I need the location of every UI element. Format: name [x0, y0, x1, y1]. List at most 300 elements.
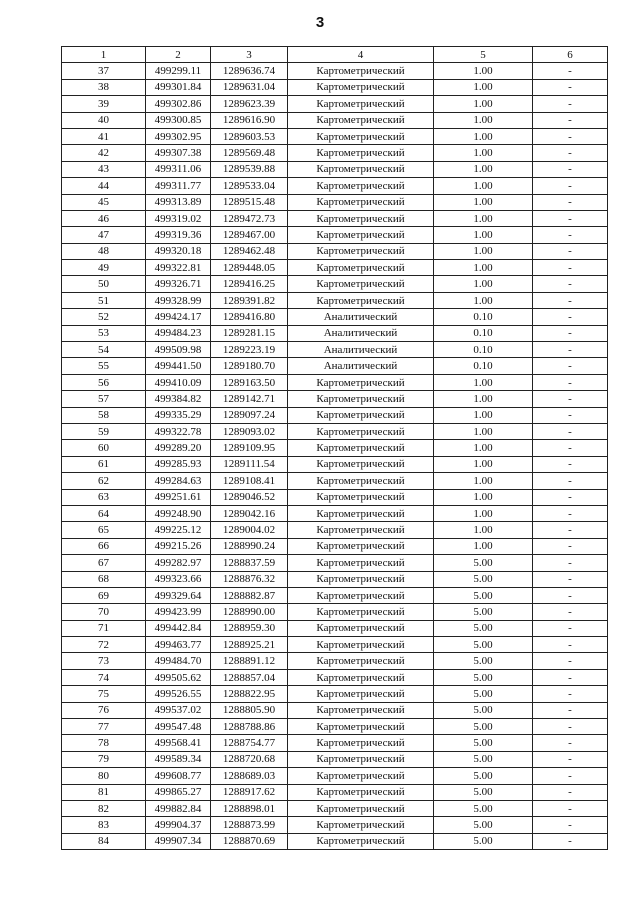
table-row	[62, 391, 608, 407]
method-cell: Картометрический	[288, 538, 434, 554]
x-coordinate-cell: 499282.97	[146, 555, 211, 571]
note-cell: -	[533, 522, 608, 538]
x-coordinate-cell: 499311.06	[146, 161, 211, 177]
y-coordinate-cell: 1289163.50	[211, 374, 288, 390]
column-header-6: 6	[533, 47, 608, 63]
table-row	[62, 194, 608, 210]
method-cell: Картометрический	[288, 653, 434, 669]
point-number-cell: 53	[62, 325, 146, 341]
accuracy-cell: 5.00	[434, 653, 533, 669]
note-cell: -	[533, 653, 608, 669]
table-row	[62, 817, 608, 833]
table-row	[62, 292, 608, 308]
method-cell: Картометрический	[288, 440, 434, 456]
method-cell: Картометрический	[288, 276, 434, 292]
accuracy-cell: 5.00	[434, 833, 533, 849]
point-number-cell: 38	[62, 79, 146, 95]
table-row	[62, 79, 608, 95]
accuracy-cell: 5.00	[434, 555, 533, 571]
note-cell: -	[533, 161, 608, 177]
table-row	[62, 604, 608, 620]
point-number-cell: 59	[62, 423, 146, 439]
point-number-cell: 66	[62, 538, 146, 554]
note-cell: -	[533, 620, 608, 636]
point-number-cell: 64	[62, 505, 146, 521]
accuracy-cell: 5.00	[434, 637, 533, 653]
y-coordinate-cell: 1289416.25	[211, 276, 288, 292]
x-coordinate-cell: 499323.66	[146, 571, 211, 587]
x-coordinate-cell: 499568.41	[146, 735, 211, 751]
method-cell: Картометрический	[288, 391, 434, 407]
method-cell: Картометрический	[288, 833, 434, 849]
method-cell: Картометрический	[288, 604, 434, 620]
accuracy-cell: 1.00	[434, 538, 533, 554]
note-cell: -	[533, 473, 608, 489]
point-number-cell: 51	[62, 292, 146, 308]
accuracy-cell: 5.00	[434, 669, 533, 685]
table-row	[62, 473, 608, 489]
point-number-cell: 65	[62, 522, 146, 538]
note-cell: -	[533, 833, 608, 849]
note-cell: -	[533, 604, 608, 620]
accuracy-cell: 1.00	[434, 440, 533, 456]
y-coordinate-cell: 1289391.82	[211, 292, 288, 308]
method-cell: Аналитический	[288, 309, 434, 325]
column-header-1: 1	[62, 47, 146, 63]
method-cell: Картометрический	[288, 489, 434, 505]
accuracy-cell: 1.00	[434, 489, 533, 505]
x-coordinate-cell: 499301.84	[146, 79, 211, 95]
note-cell: -	[533, 489, 608, 505]
point-number-cell: 60	[62, 440, 146, 456]
table-row	[62, 653, 608, 669]
y-coordinate-cell: 1288876.32	[211, 571, 288, 587]
point-number-cell: 75	[62, 686, 146, 702]
y-coordinate-cell: 1289533.04	[211, 178, 288, 194]
table-row	[62, 784, 608, 800]
note-cell: -	[533, 96, 608, 112]
y-coordinate-cell: 1288754.77	[211, 735, 288, 751]
y-coordinate-cell: 1289539.88	[211, 161, 288, 177]
method-cell: Картометрический	[288, 784, 434, 800]
accuracy-cell: 1.00	[434, 145, 533, 161]
method-cell: Картометрический	[288, 751, 434, 767]
note-cell: -	[533, 309, 608, 325]
y-coordinate-cell: 1288891.12	[211, 653, 288, 669]
note-cell: -	[533, 210, 608, 226]
accuracy-cell: 1.00	[434, 63, 533, 79]
note-cell: -	[533, 768, 608, 784]
x-coordinate-cell: 499307.38	[146, 145, 211, 161]
point-number-cell: 41	[62, 128, 146, 144]
y-coordinate-cell: 1289472.73	[211, 210, 288, 226]
point-number-cell: 63	[62, 489, 146, 505]
table-row	[62, 210, 608, 226]
x-coordinate-cell: 499463.77	[146, 637, 211, 653]
method-cell: Картометрический	[288, 768, 434, 784]
y-coordinate-cell: 1288805.90	[211, 702, 288, 718]
table-row	[62, 489, 608, 505]
method-cell: Картометрический	[288, 407, 434, 423]
y-coordinate-cell: 1289093.02	[211, 423, 288, 439]
note-cell: -	[533, 194, 608, 210]
x-coordinate-cell: 499300.85	[146, 112, 211, 128]
note-cell: -	[533, 112, 608, 128]
method-cell: Аналитический	[288, 342, 434, 358]
method-cell: Картометрический	[288, 522, 434, 538]
y-coordinate-cell: 1289097.24	[211, 407, 288, 423]
table-row	[62, 96, 608, 112]
table-row	[62, 702, 608, 718]
accuracy-cell: 1.00	[434, 456, 533, 472]
point-number-cell: 69	[62, 587, 146, 603]
y-coordinate-cell: 1288925.21	[211, 637, 288, 653]
point-number-cell: 50	[62, 276, 146, 292]
point-number-cell: 71	[62, 620, 146, 636]
point-number-cell: 78	[62, 735, 146, 751]
method-cell: Картометрический	[288, 145, 434, 161]
method-cell: Картометрический	[288, 669, 434, 685]
note-cell: -	[533, 79, 608, 95]
table-body	[62, 63, 608, 850]
point-number-cell: 57	[62, 391, 146, 407]
method-cell: Картометрический	[288, 505, 434, 521]
y-coordinate-cell: 1288720.68	[211, 751, 288, 767]
method-cell: Картометрический	[288, 161, 434, 177]
accuracy-cell: 5.00	[434, 686, 533, 702]
point-number-cell: 83	[62, 817, 146, 833]
y-coordinate-cell: 1289142.71	[211, 391, 288, 407]
accuracy-cell: 5.00	[434, 784, 533, 800]
table-row	[62, 440, 608, 456]
x-coordinate-cell: 499320.18	[146, 243, 211, 259]
table-row	[62, 768, 608, 784]
accuracy-cell: 5.00	[434, 587, 533, 603]
x-coordinate-cell: 499328.99	[146, 292, 211, 308]
point-number-cell: 67	[62, 555, 146, 571]
accuracy-cell: 1.00	[434, 391, 533, 407]
note-cell: -	[533, 637, 608, 653]
x-coordinate-cell: 499608.77	[146, 768, 211, 784]
y-coordinate-cell: 1289046.52	[211, 489, 288, 505]
x-coordinate-cell: 499302.95	[146, 128, 211, 144]
point-number-cell: 58	[62, 407, 146, 423]
x-coordinate-cell: 499302.86	[146, 96, 211, 112]
note-cell: -	[533, 374, 608, 390]
method-cell: Картометрический	[288, 243, 434, 259]
note-cell: -	[533, 719, 608, 735]
y-coordinate-cell: 1289623.39	[211, 96, 288, 112]
x-coordinate-cell: 499509.98	[146, 342, 211, 358]
note-cell: -	[533, 358, 608, 374]
note-cell: -	[533, 571, 608, 587]
x-coordinate-cell: 499319.02	[146, 210, 211, 226]
x-coordinate-cell: 499335.29	[146, 407, 211, 423]
table-row	[62, 555, 608, 571]
point-number-cell: 52	[62, 309, 146, 325]
x-coordinate-cell: 499285.93	[146, 456, 211, 472]
method-cell: Картометрический	[288, 702, 434, 718]
note-cell: -	[533, 817, 608, 833]
x-coordinate-cell: 499547.48	[146, 719, 211, 735]
point-number-cell: 76	[62, 702, 146, 718]
y-coordinate-cell: 1289004.02	[211, 522, 288, 538]
note-cell: -	[533, 178, 608, 194]
point-number-cell: 42	[62, 145, 146, 161]
x-coordinate-cell: 499424.17	[146, 309, 211, 325]
y-coordinate-cell: 1289636.74	[211, 63, 288, 79]
accuracy-cell: 1.00	[434, 522, 533, 538]
table-row	[62, 669, 608, 685]
method-cell: Картометрический	[288, 178, 434, 194]
table-row	[62, 161, 608, 177]
table-row	[62, 243, 608, 259]
point-number-cell: 81	[62, 784, 146, 800]
point-number-cell: 68	[62, 571, 146, 587]
x-coordinate-cell: 499526.55	[146, 686, 211, 702]
table-row	[62, 571, 608, 587]
y-coordinate-cell: 1288873.99	[211, 817, 288, 833]
table-row	[62, 620, 608, 636]
accuracy-cell: 0.10	[434, 325, 533, 341]
table-row	[62, 260, 608, 276]
method-cell: Картометрический	[288, 686, 434, 702]
x-coordinate-cell: 499225.12	[146, 522, 211, 538]
method-cell: Картометрический	[288, 555, 434, 571]
table-row	[62, 227, 608, 243]
y-coordinate-cell: 1289467.00	[211, 227, 288, 243]
point-number-cell: 79	[62, 751, 146, 767]
accuracy-cell: 5.00	[434, 817, 533, 833]
point-number-cell: 84	[62, 833, 146, 849]
x-coordinate-cell: 499319.36	[146, 227, 211, 243]
y-coordinate-cell: 1289631.04	[211, 79, 288, 95]
point-number-cell: 54	[62, 342, 146, 358]
note-cell: -	[533, 735, 608, 751]
x-coordinate-cell: 499284.63	[146, 473, 211, 489]
table-row	[62, 800, 608, 816]
table-row	[62, 407, 608, 423]
note-cell: -	[533, 391, 608, 407]
point-number-cell: 80	[62, 768, 146, 784]
point-number-cell: 61	[62, 456, 146, 472]
method-cell: Картометрический	[288, 227, 434, 243]
x-coordinate-cell: 499311.77	[146, 178, 211, 194]
accuracy-cell: 1.00	[434, 292, 533, 308]
accuracy-cell: 1.00	[434, 227, 533, 243]
x-coordinate-cell: 499882.84	[146, 800, 211, 816]
method-cell: Картометрический	[288, 637, 434, 653]
method-cell: Картометрический	[288, 292, 434, 308]
table-row	[62, 735, 608, 751]
point-number-cell: 45	[62, 194, 146, 210]
table-row	[62, 128, 608, 144]
note-cell: -	[533, 440, 608, 456]
x-coordinate-cell: 499423.99	[146, 604, 211, 620]
method-cell: Картометрический	[288, 423, 434, 439]
point-number-cell: 77	[62, 719, 146, 735]
x-coordinate-cell: 499313.89	[146, 194, 211, 210]
method-cell: Картометрический	[288, 587, 434, 603]
x-coordinate-cell: 499484.70	[146, 653, 211, 669]
accuracy-cell: 1.00	[434, 423, 533, 439]
method-cell: Картометрический	[288, 473, 434, 489]
method-cell: Картометрический	[288, 63, 434, 79]
note-cell: -	[533, 686, 608, 702]
point-number-cell: 62	[62, 473, 146, 489]
table-row	[62, 63, 608, 79]
y-coordinate-cell: 1289616.90	[211, 112, 288, 128]
method-cell: Картометрический	[288, 817, 434, 833]
table-row	[62, 587, 608, 603]
accuracy-cell: 0.10	[434, 309, 533, 325]
point-number-cell: 74	[62, 669, 146, 685]
point-number-cell: 37	[62, 63, 146, 79]
method-cell: Картометрический	[288, 719, 434, 735]
x-coordinate-cell: 499326.71	[146, 276, 211, 292]
accuracy-cell: 5.00	[434, 719, 533, 735]
point-number-cell: 46	[62, 210, 146, 226]
method-cell: Аналитический	[288, 325, 434, 341]
column-header-4: 4	[288, 47, 434, 63]
accuracy-cell: 1.00	[434, 96, 533, 112]
note-cell: -	[533, 587, 608, 603]
table-row	[62, 833, 608, 849]
table-row	[62, 325, 608, 341]
table-row	[62, 374, 608, 390]
y-coordinate-cell: 1288917.62	[211, 784, 288, 800]
y-coordinate-cell: 1288990.24	[211, 538, 288, 554]
method-cell: Картометрический	[288, 620, 434, 636]
accuracy-cell: 0.10	[434, 358, 533, 374]
table-row	[62, 522, 608, 538]
table-header-row	[62, 47, 608, 63]
method-cell: Картометрический	[288, 128, 434, 144]
x-coordinate-cell: 499410.09	[146, 374, 211, 390]
table-row	[62, 309, 608, 325]
accuracy-cell: 1.00	[434, 407, 533, 423]
y-coordinate-cell: 1289108.41	[211, 473, 288, 489]
note-cell: -	[533, 555, 608, 571]
accuracy-cell: 1.00	[434, 374, 533, 390]
x-coordinate-cell: 499589.34	[146, 751, 211, 767]
note-cell: -	[533, 423, 608, 439]
y-coordinate-cell: 1288788.86	[211, 719, 288, 735]
method-cell: Картометрический	[288, 96, 434, 112]
accuracy-cell: 0.10	[434, 342, 533, 358]
x-coordinate-cell: 499251.61	[146, 489, 211, 505]
point-number-cell: 72	[62, 637, 146, 653]
column-header-2: 2	[146, 47, 211, 63]
accuracy-cell: 1.00	[434, 178, 533, 194]
page-number: 3	[315, 14, 325, 31]
accuracy-cell: 1.00	[434, 473, 533, 489]
y-coordinate-cell: 1288857.04	[211, 669, 288, 685]
y-coordinate-cell: 1289109.95	[211, 440, 288, 456]
y-coordinate-cell: 1288990.00	[211, 604, 288, 620]
accuracy-cell: 1.00	[434, 128, 533, 144]
y-coordinate-cell: 1289111.54	[211, 456, 288, 472]
method-cell: Картометрический	[288, 456, 434, 472]
note-cell: -	[533, 292, 608, 308]
note-cell: -	[533, 800, 608, 816]
x-coordinate-cell: 499505.62	[146, 669, 211, 685]
point-number-cell: 73	[62, 653, 146, 669]
note-cell: -	[533, 63, 608, 79]
note-cell: -	[533, 260, 608, 276]
y-coordinate-cell: 1289042.16	[211, 505, 288, 521]
point-number-cell: 56	[62, 374, 146, 390]
x-coordinate-cell: 499907.34	[146, 833, 211, 849]
note-cell: -	[533, 456, 608, 472]
y-coordinate-cell: 1288870.69	[211, 833, 288, 849]
accuracy-cell: 5.00	[434, 735, 533, 751]
y-coordinate-cell: 1289281.15	[211, 325, 288, 341]
method-cell: Картометрический	[288, 194, 434, 210]
note-cell: -	[533, 505, 608, 521]
table-row	[62, 505, 608, 521]
point-number-cell: 40	[62, 112, 146, 128]
accuracy-cell: 5.00	[434, 571, 533, 587]
accuracy-cell: 1.00	[434, 243, 533, 259]
table-row	[62, 276, 608, 292]
accuracy-cell: 5.00	[434, 702, 533, 718]
note-cell: -	[533, 128, 608, 144]
note-cell: -	[533, 243, 608, 259]
y-coordinate-cell: 1288959.30	[211, 620, 288, 636]
accuracy-cell: 1.00	[434, 79, 533, 95]
table-row	[62, 112, 608, 128]
method-cell: Картометрический	[288, 210, 434, 226]
y-coordinate-cell: 1288837.59	[211, 555, 288, 571]
note-cell: -	[533, 407, 608, 423]
point-number-cell: 47	[62, 227, 146, 243]
point-number-cell: 70	[62, 604, 146, 620]
method-cell: Картометрический	[288, 374, 434, 390]
x-coordinate-cell: 499322.81	[146, 260, 211, 276]
y-coordinate-cell: 1289462.48	[211, 243, 288, 259]
point-number-cell: 39	[62, 96, 146, 112]
x-coordinate-cell: 499299.11	[146, 63, 211, 79]
method-cell: Картометрический	[288, 112, 434, 128]
method-cell: Картометрический	[288, 260, 434, 276]
y-coordinate-cell: 1289569.48	[211, 145, 288, 161]
coordinates-table	[61, 46, 608, 850]
point-number-cell: 43	[62, 161, 146, 177]
x-coordinate-cell: 499442.84	[146, 620, 211, 636]
x-coordinate-cell: 499329.64	[146, 587, 211, 603]
method-cell: Аналитический	[288, 358, 434, 374]
note-cell: -	[533, 702, 608, 718]
point-number-cell: 49	[62, 260, 146, 276]
note-cell: -	[533, 751, 608, 767]
accuracy-cell: 5.00	[434, 800, 533, 816]
y-coordinate-cell: 1289223.19	[211, 342, 288, 358]
table-row	[62, 178, 608, 194]
table-row	[62, 637, 608, 653]
x-coordinate-cell: 499441.50	[146, 358, 211, 374]
method-cell: Картометрический	[288, 79, 434, 95]
note-cell: -	[533, 342, 608, 358]
method-cell: Картометрический	[288, 735, 434, 751]
note-cell: -	[533, 145, 608, 161]
accuracy-cell: 1.00	[434, 112, 533, 128]
table-row	[62, 751, 608, 767]
x-coordinate-cell: 499215.26	[146, 538, 211, 554]
accuracy-cell: 1.00	[434, 194, 533, 210]
point-number-cell: 82	[62, 800, 146, 816]
y-coordinate-cell: 1288882.87	[211, 587, 288, 603]
